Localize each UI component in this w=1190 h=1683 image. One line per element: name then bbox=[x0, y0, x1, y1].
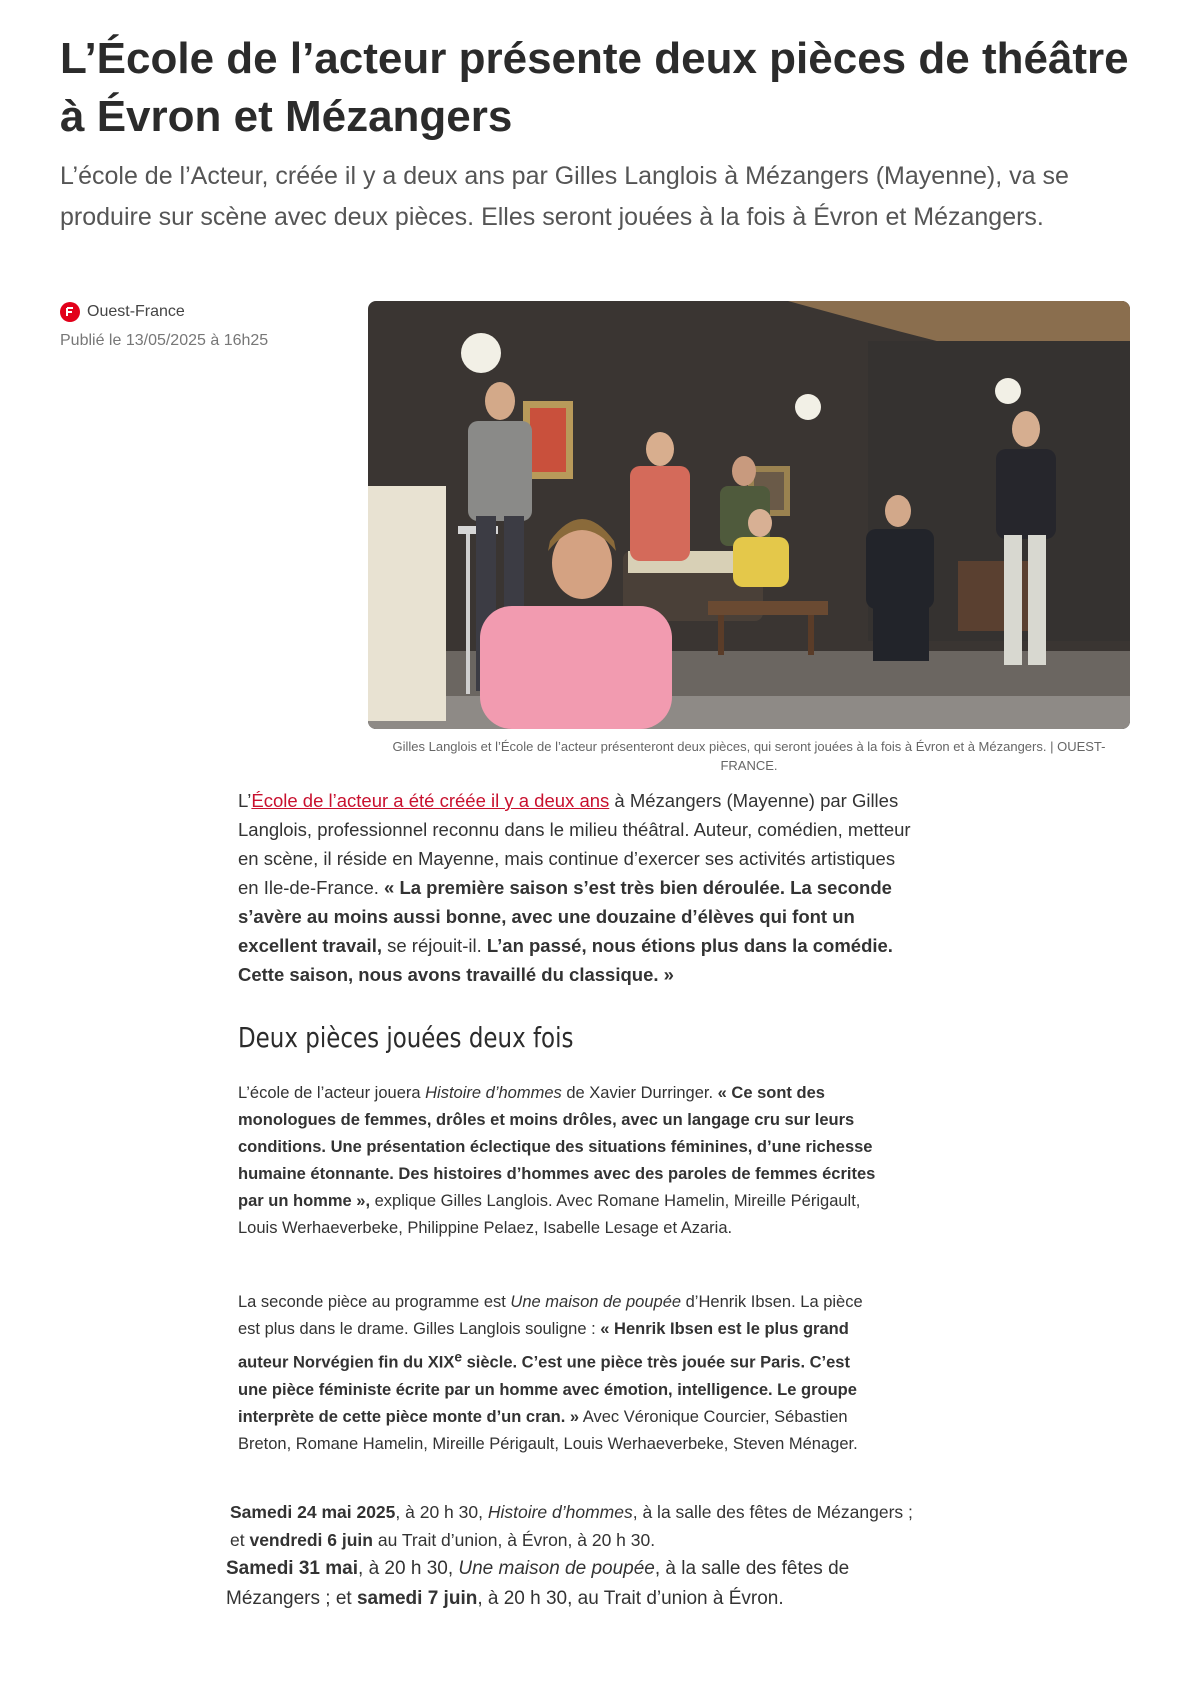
intro-text: L’ bbox=[238, 790, 252, 811]
figure-caption: Gilles Langlois et l’École de l’acteur présenteront deux pièces, qui seront jouées à la fois à Évron et à Mézangers. | OUEST-FRANCE. bbox=[392, 739, 1106, 773]
paragraph-histoire bbox=[238, 1080, 878, 1242]
play-title: Une maison de poupée bbox=[458, 1558, 655, 1579]
intro-text: se réjouit-il. bbox=[381, 935, 487, 956]
para-text: de Xavier Durringer. bbox=[561, 1084, 718, 1102]
schedule-histoire bbox=[230, 1498, 930, 1554]
schedule-text: au Trait d’union, à Évron, à 20 h 30. bbox=[372, 1530, 656, 1550]
para-text: Avec Véronique Courcier, Sébastien Breton, Romane Hamelin, Mireille Périgault, Louis Werhaeverbeke, Steven Ménager. bbox=[238, 1407, 858, 1453]
school-article-link[interactable]: École de l’acteur a été créée il y a deux ans bbox=[251, 790, 610, 811]
schedule-date: vendredi 6 juin bbox=[249, 1530, 373, 1550]
para-text: L’école de l’acteur jouera bbox=[238, 1084, 426, 1102]
para-quote: « Ce sont des monologues de femmes, drôles et moins drôles, avec un langage cru sur leurs conditions. Une présentation éclectique des situations féminines, d’une richesse humaine étonnante. Des histoires d’hommes avec des paroles de femmes écrites par un homme », bbox=[238, 1084, 876, 1210]
play-title: Une maison de poupée bbox=[510, 1293, 682, 1311]
schedule-text: , à la salle des fêtes de Mézangers ; et bbox=[230, 1502, 913, 1550]
article-lede: L’école de l’Acteur, créée il y a deux ans par Gilles Langlois à Mézangers (Mayenne), va se produire sur scène avec deux pièces. Elles seront jouées à la fois à Évron et Mézangers. bbox=[60, 162, 1069, 231]
section-subheading: Deux pièces jouées deux fois bbox=[238, 1021, 574, 1054]
para-quote: siècle. C’est une pièce très jouée sur Paris. C’est une pièce féministe écrite par un homme avec émotion, intelligence. Le groupe interprète de cette pièce monte d’un cran. » bbox=[238, 1353, 857, 1426]
source-byline[interactable] bbox=[60, 302, 185, 322]
schedule-date: Samedi 24 mai 2025 bbox=[230, 1502, 396, 1522]
para-text: La seconde pièce au programme est bbox=[238, 1293, 511, 1311]
para-text: explique Gilles Langlois. Avec Romane Hamelin, Mireille Périgault, Louis Werhaeverbeke, Philippine Pelaez, Isabelle Lesage et Azaria. bbox=[238, 1192, 861, 1237]
intro-paragraph bbox=[238, 786, 918, 989]
para-quote: « Henrik Ibsen est le plus grand auteur Norvégien fin du XIX bbox=[238, 1320, 849, 1372]
schedule-date: Samedi 31 mai bbox=[226, 1558, 359, 1579]
schedule-date: samedi 7 juin bbox=[356, 1588, 478, 1609]
play-title: Histoire d’hommes bbox=[487, 1502, 633, 1522]
play-title: Histoire d’hommes bbox=[425, 1084, 562, 1102]
source-name: Ouest-France bbox=[87, 303, 185, 320]
schedule-text: , à 20 h 30, au Trait d’union à Évron. bbox=[477, 1588, 784, 1609]
schedule-text: , à 20 h 30, bbox=[358, 1558, 459, 1579]
paragraph-maison bbox=[238, 1289, 878, 1458]
intro-text: à Mézangers (Mayenne) par Gilles Langlois, professionnel reconnu dans le milieu théâtral. Auteur, comédien, metteur en scène, il réside en Mayenne, mais continue d’exercer ses activités artistiques en Ile-de-France. bbox=[238, 790, 911, 898]
schedule-text: , à la salle des fêtes de Mézangers ; et bbox=[226, 1558, 850, 1609]
intro-quote: « La première saison s’est très bien déroulée. La seconde s’avère au moins aussi bonne, avec une douzaine d’élèves qui font un excellent travail, bbox=[238, 877, 892, 956]
article-photo bbox=[368, 301, 1130, 729]
schedule-maison bbox=[226, 1554, 926, 1614]
schedule-text: , à 20 h 30, bbox=[395, 1502, 488, 1522]
para-text: d’Henrik Ibsen. La pièce est plus dans le drame. Gilles Langlois souligne : bbox=[238, 1293, 863, 1338]
publish-date: Publié le 13/05/2025 à 16h25 bbox=[60, 332, 269, 349]
ouest-france-logo-icon bbox=[60, 302, 80, 322]
century-superscript: e bbox=[454, 1349, 463, 1364]
article-figure bbox=[368, 301, 1130, 775]
intro-quote: L’an passé, nous étions plus dans la comédie. Cette saison, nous avons travaillé du classique. » bbox=[238, 935, 893, 985]
article-headline: L’École de l’acteur présente deux pièces de théâtre à Évron et Mézangers bbox=[60, 34, 1129, 141]
